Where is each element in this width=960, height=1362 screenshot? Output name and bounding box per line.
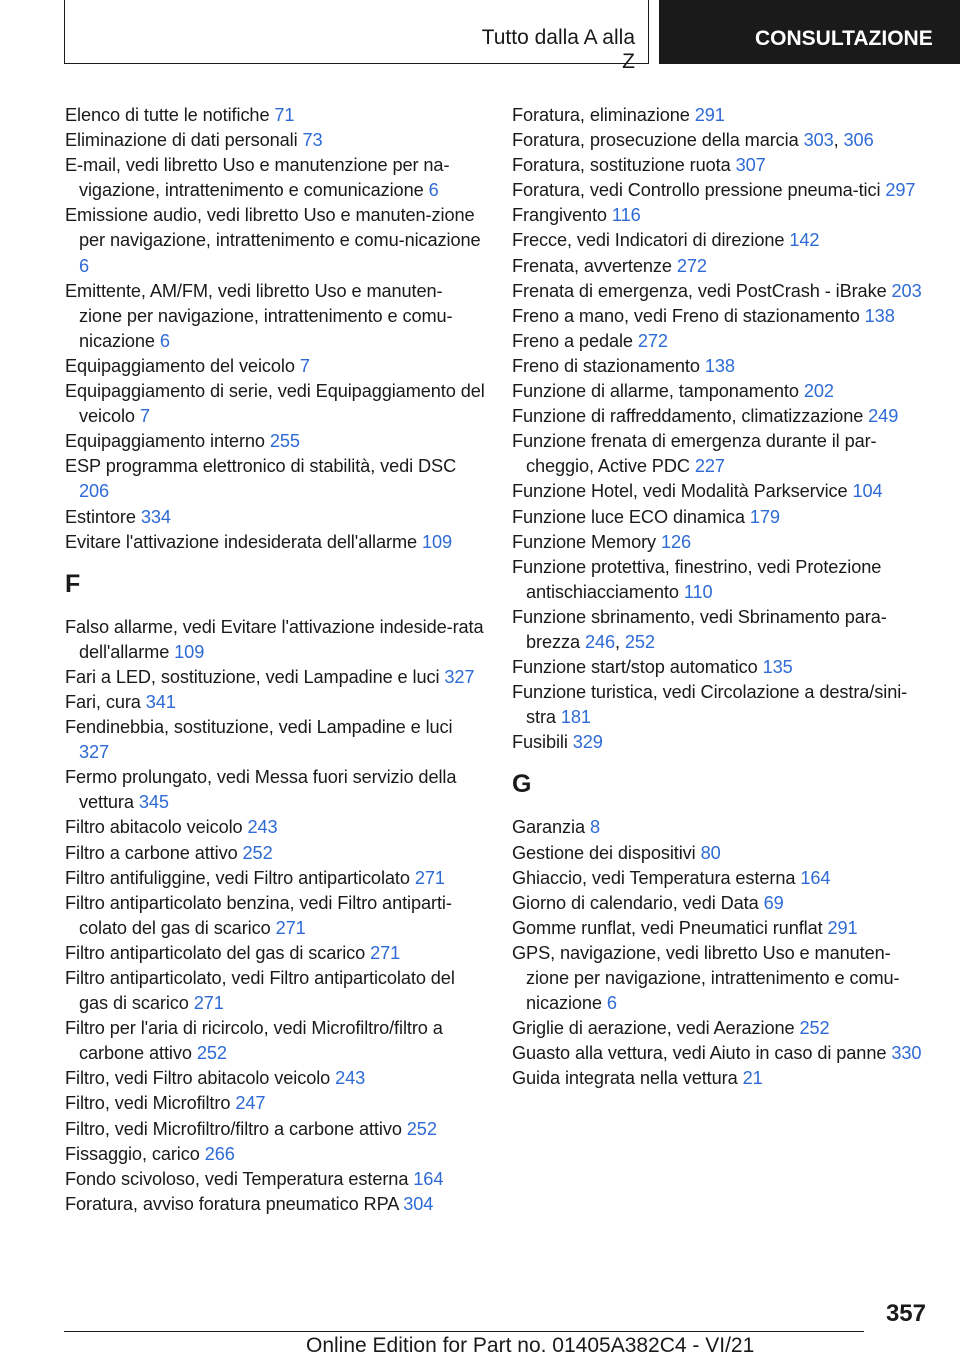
index-letter-heading: G — [512, 770, 532, 799]
index-entry-text: Falso allarme, vedi Evitare l'attivazione indeside‐rata dell'allarme — [65, 616, 484, 662]
index-column-right — [512, 103, 932, 1091]
index-entry — [512, 178, 932, 203]
index-entry-text: Gomme runflat, vedi Pneumatici runflat — [512, 917, 828, 938]
index-entry — [65, 1167, 485, 1192]
index-entry — [512, 605, 932, 655]
index-entry-text: Filtro, vedi Microfiltro/filtro a carbone attivo — [65, 1118, 407, 1139]
page-ref-link[interactable]: 252 — [406, 1118, 437, 1139]
index-entry-text: Fermo prolungato, vedi Messa fuori servizio della vettura — [65, 767, 457, 813]
index-letter-heading: F — [65, 569, 81, 598]
index-entry — [65, 505, 485, 530]
index-entry-text: Foratura, vedi Controllo pressione pneuma‐tici — [512, 180, 886, 201]
index-entry-text: Freno a pedale — [512, 330, 638, 351]
index-entry — [512, 379, 932, 404]
index-entry-text: Emittente, AM/FM, vedi libretto Uso e manuten‐zione per navigazione, intrattenimento e comu‐nicazione — [65, 280, 453, 351]
index-entry — [65, 354, 485, 379]
page-ref-link[interactable]: 255 — [269, 431, 300, 452]
index-entry-text: Estintore — [65, 506, 141, 527]
index-entry-text: Griglie di aerazione, vedi Aerazione — [512, 1018, 800, 1039]
index-entry-text: Frangivento — [512, 205, 612, 226]
page-ref-link[interactable]: 271 — [414, 867, 445, 888]
page-ref-link[interactable]: 303 — [803, 130, 834, 151]
index-entry — [65, 379, 485, 429]
index-entry — [512, 815, 932, 840]
index-entry — [65, 690, 485, 715]
page-ref-link[interactable]: 334 — [140, 506, 171, 527]
page-ref-link[interactable]: 142 — [789, 230, 820, 251]
index-entry-text: Frecce, vedi Indicatori di direzione — [512, 230, 790, 251]
index-entry-text: Funzione sbrinamento, vedi Sbrinamento para‐brezza — [512, 606, 887, 652]
page-ref-link[interactable]: 6 — [606, 993, 617, 1014]
page-ref-link[interactable]: 271 — [370, 942, 401, 963]
chapter-tab-label: CONSULTAZIONE — [755, 27, 933, 50]
index-entry-text: Equipaggiamento di serie, vedi Equipaggiamento del veicolo — [65, 381, 485, 427]
page-ref-link[interactable]: 8 — [589, 817, 600, 838]
index-entry — [512, 505, 932, 530]
page-ref-link[interactable]: 164 — [413, 1168, 444, 1189]
index-entry — [65, 128, 485, 153]
index-entry — [65, 203, 485, 278]
index-entry-text: Filtro antifuliggine, vedi Filtro antiparticolato — [65, 867, 415, 888]
index-entry — [65, 765, 485, 815]
index-entry — [65, 1192, 485, 1217]
page-number: 357 — [885, 1300, 926, 1327]
index-entry-text: Filtro per l'aria di ricircolo, vedi Microfiltro/filtro a carbone attivo — [65, 1018, 443, 1064]
page-ref-link[interactable]: 227 — [694, 456, 725, 477]
index-entry — [512, 254, 932, 279]
page-ref-link[interactable]: 6 — [428, 180, 439, 201]
page-ref-link[interactable]: 345 — [138, 792, 169, 813]
index-entry — [65, 1142, 485, 1167]
index-entry-text: Foratura, avviso foratura pneumatico RPA — [65, 1193, 404, 1214]
index-entry-text: Freno di stazionamento — [512, 355, 705, 376]
index-entry — [512, 128, 932, 153]
page-ref-separator: , — [833, 130, 844, 151]
page-ref-link[interactable]: 252 — [242, 842, 273, 863]
index-entry — [512, 1041, 932, 1066]
index-entry-text: Funzione protettiva, finestrino, vedi Protezione antischiacciamento — [512, 556, 882, 602]
index-entry — [512, 429, 932, 479]
page-ref-link[interactable]: 6 — [159, 330, 170, 351]
index-entry — [512, 841, 932, 866]
page-ref-link[interactable]: 69 — [763, 892, 784, 913]
section-title: Tutto dalla A alla Z — [481, 26, 635, 73]
page-ref-link[interactable]: 110 — [683, 581, 713, 602]
index-entry-text: Gestione dei dispositivi — [512, 842, 701, 863]
footer-edition: Online Edition for Part no. 01405A382C4 - VI/21 — [306, 1334, 755, 1357]
index-entry — [512, 329, 932, 354]
footer-divider — [64, 1331, 864, 1332]
index-entry — [65, 815, 485, 840]
index-entry — [65, 665, 485, 690]
index-entry — [512, 680, 932, 730]
index-entry — [65, 1016, 485, 1066]
page-ref-separator: , — [615, 631, 625, 652]
page-ref-link[interactable]: 307 — [735, 155, 766, 176]
index-entry-text: Filtro a carbone attivo — [65, 842, 243, 863]
index-entry — [65, 103, 485, 128]
index-entry — [512, 730, 932, 755]
page-ref-link[interactable]: 202 — [803, 381, 834, 402]
index-entry-text: Funzione Hotel, vedi Modalità Parkservice — [512, 481, 853, 502]
index-entry-text: Filtro antiparticolato, vedi Filtro antiparticolato del gas di scarico — [65, 968, 455, 1014]
page-ref-link[interactable]: 266 — [204, 1143, 235, 1164]
index-entry — [512, 916, 932, 941]
index-entry — [512, 530, 932, 555]
index-entry — [65, 1091, 485, 1116]
index-entry — [65, 891, 485, 941]
page-ref-link[interactable]: 116 — [611, 205, 641, 226]
index-entry-text: Fusibili — [512, 732, 573, 753]
index-entry-text: Equipaggiamento interno — [65, 431, 270, 452]
index-entry-text: Fendinebbia, sostituzione, vedi Lampadine e luci — [65, 717, 453, 738]
index-entry — [512, 279, 932, 304]
index-entry — [65, 530, 485, 555]
index-entry-text: Equipaggiamento del veicolo — [65, 355, 300, 376]
index-entry-text: Frenata, avvertenze — [512, 255, 677, 276]
index-entry — [65, 1117, 485, 1142]
chapter-tab — [659, 0, 960, 64]
index-entry — [65, 866, 485, 891]
index-entry-text: Fondo scivoloso, vedi Temperatura esterna — [65, 1168, 414, 1189]
index-entry-text: Elenco di tutte le notifiche — [65, 105, 275, 125]
index-entry — [512, 304, 932, 329]
page-ref-link[interactable]: 135 — [762, 657, 793, 678]
page-ref-link[interactable]: 104 — [852, 481, 883, 502]
index-entry-text: Fari a LED, sostituzione, vedi Lampadine e luci — [65, 666, 445, 687]
index-entry-text: Funzione Memory — [512, 531, 662, 552]
page-ref-link[interactable]: 327 — [444, 666, 475, 687]
page-ref-link[interactable]: 206 — [79, 481, 110, 502]
page-ref-link[interactable]: 109 — [422, 531, 453, 552]
index-entry — [512, 153, 932, 178]
index-entry — [65, 941, 485, 966]
index-entry-text: Evitare l'attivazione indesiderata dell'allarme — [65, 531, 422, 552]
index-entry-text: Emissione audio, vedi libretto Uso e manuten‐zione per navigazione, intrattenimento e comu‐nicazione — [65, 205, 481, 251]
index-entry-text: Foratura, sostituzione ruota — [512, 155, 736, 176]
page-ref-link[interactable]: 247 — [235, 1093, 266, 1114]
index-entry — [65, 454, 485, 504]
index-entry — [512, 866, 932, 891]
index-entry-text: Guida integrata nella vettura — [512, 1068, 743, 1089]
page-ref-link[interactable]: 243 — [247, 817, 278, 838]
index-entry — [512, 203, 932, 228]
page-ref-link[interactable]: 179 — [749, 506, 780, 527]
index-entry-text: Ghiaccio, vedi Temperatura esterna — [512, 867, 801, 888]
page-ref-link[interactable]: 252 — [196, 1043, 227, 1064]
page-ref-link[interactable]: 304 — [403, 1193, 434, 1214]
index-entry-text: Frenata di emergenza, vedi PostCrash - iBrake — [512, 280, 892, 301]
page-ref-link[interactable]: 291 — [694, 105, 725, 125]
index-entry-text: Filtro, vedi Filtro abitacolo veicolo — [65, 1068, 336, 1089]
index-entry-text: Funzione di allarme, tamponamento — [512, 381, 804, 402]
index-entry — [512, 404, 932, 429]
page-ref-link[interactable]: 80 — [700, 842, 721, 863]
index-entry — [65, 429, 485, 454]
page-ref-link[interactable]: 138 — [864, 305, 895, 326]
page-ref-link[interactable]: 330 — [891, 1043, 922, 1064]
index-entry — [65, 966, 485, 1016]
page-ref-link[interactable]: 249 — [868, 406, 899, 427]
index-entry-text: Filtro antiparticolato del gas di scarico — [65, 942, 371, 963]
index-entry — [512, 1066, 932, 1091]
index-entry — [65, 715, 485, 765]
page-ref-link[interactable]: 272 — [676, 255, 707, 276]
index-entry-text: Foratura, prosecuzione della marcia — [512, 130, 804, 151]
index-entry-text: Filtro abitacolo veicolo — [65, 817, 248, 838]
index-entry — [512, 479, 932, 504]
page-ref-link[interactable]: 7 — [299, 355, 310, 376]
index-entry-text: Foratura, eliminazione — [512, 105, 695, 125]
index-entry-text: Guasto alla vettura, vedi Aiuto in caso di panne — [512, 1043, 892, 1064]
index-entry — [65, 153, 485, 203]
page-ref-link[interactable]: 341 — [145, 691, 176, 712]
index-entry — [512, 891, 932, 916]
index-entry — [512, 228, 932, 253]
index-entry-text: Funzione turistica, vedi Circolazione a destra/sini‐stra — [512, 682, 908, 728]
index-entry-text: Fari, cura — [65, 691, 146, 712]
page-ref-link[interactable]: 271 — [275, 917, 306, 938]
index-entry — [512, 655, 932, 680]
index-entry-text: Funzione di raffreddamento, climatizzazione — [512, 406, 869, 427]
page-ref-link[interactable]: 243 — [335, 1068, 366, 1089]
page-ref-link[interactable]: 297 — [885, 180, 916, 201]
page-ref-link[interactable]: 138 — [704, 355, 735, 376]
index-entry-text: Funzione start/stop automatico — [512, 657, 763, 678]
index-entry — [512, 941, 932, 1016]
page-ref-link[interactable]: 306 — [843, 130, 874, 151]
index-column-left — [65, 103, 485, 1217]
index-entry-text: Freno a mano, vedi Freno di stazionamento — [512, 305, 865, 326]
index-entry-text: E-mail, vedi libretto Uso e manutenzione per na‐vigazione, intrattenimento e comunicazione — [65, 155, 450, 201]
page-ref-link[interactable]: 6 — [79, 255, 90, 276]
index-entry-text: Fissaggio, carico — [65, 1143, 205, 1164]
index-entry — [512, 103, 932, 128]
page-ref-link[interactable]: 181 — [560, 707, 591, 728]
index-entry-text: Funzione frenata di emergenza durante il par‐cheggio, Active PDC — [512, 431, 877, 477]
page-ref-link[interactable]: 272 — [637, 330, 668, 351]
page-ref-link[interactable]: 126 — [661, 531, 692, 552]
index-entry-text: Eliminazione di dati personali — [65, 130, 303, 151]
page-ref-link[interactable]: 271 — [193, 993, 224, 1014]
index-entry-text: Filtro antiparticolato benzina, vedi Filtro antiparti‐colato del gas di scarico — [65, 892, 452, 938]
page-ref-link[interactable]: 7 — [139, 406, 150, 427]
index-entry — [512, 555, 932, 605]
index-entry-text: Filtro, vedi Microfiltro — [65, 1093, 236, 1114]
index-entry — [512, 1016, 932, 1041]
page-ref-link[interactable]: 164 — [800, 867, 831, 888]
page-ref-link[interactable]: 21 — [742, 1068, 763, 1089]
page-ref-link[interactable]: 329 — [572, 732, 603, 753]
page-ref-link[interactable]: 73 — [302, 130, 323, 151]
index-entry — [65, 279, 485, 354]
index-entry — [512, 354, 932, 379]
page-ref-link[interactable]: 252 — [624, 631, 655, 652]
page-ref-link[interactable]: 291 — [827, 917, 858, 938]
page-ref-link[interactable]: 246 — [584, 631, 615, 652]
index-entry — [65, 615, 485, 665]
index-entry — [65, 841, 485, 866]
index-entry-text: Funzione luce ECO dinamica — [512, 506, 750, 527]
index-entry-text: ESP programma elettronico di stabilità, vedi DSC — [65, 456, 457, 477]
page-ref-link[interactable]: 252 — [799, 1018, 830, 1039]
index-entry-text: GPS, navigazione, vedi libretto Uso e manuten‐zione per navigazione, intrattenimento e comu‐nicazione — [512, 942, 900, 1014]
page-ref-link[interactable]: 203 — [891, 280, 922, 301]
page-ref-link[interactable]: 71 — [274, 105, 295, 125]
index-entry-text: Garanzia — [512, 817, 590, 838]
page-ref-link[interactable]: 327 — [79, 742, 110, 763]
index-entry-text: Giorno di calendario, vedi Data — [512, 892, 764, 913]
page-ref-link[interactable]: 109 — [174, 641, 205, 662]
index-entry — [65, 1066, 485, 1091]
